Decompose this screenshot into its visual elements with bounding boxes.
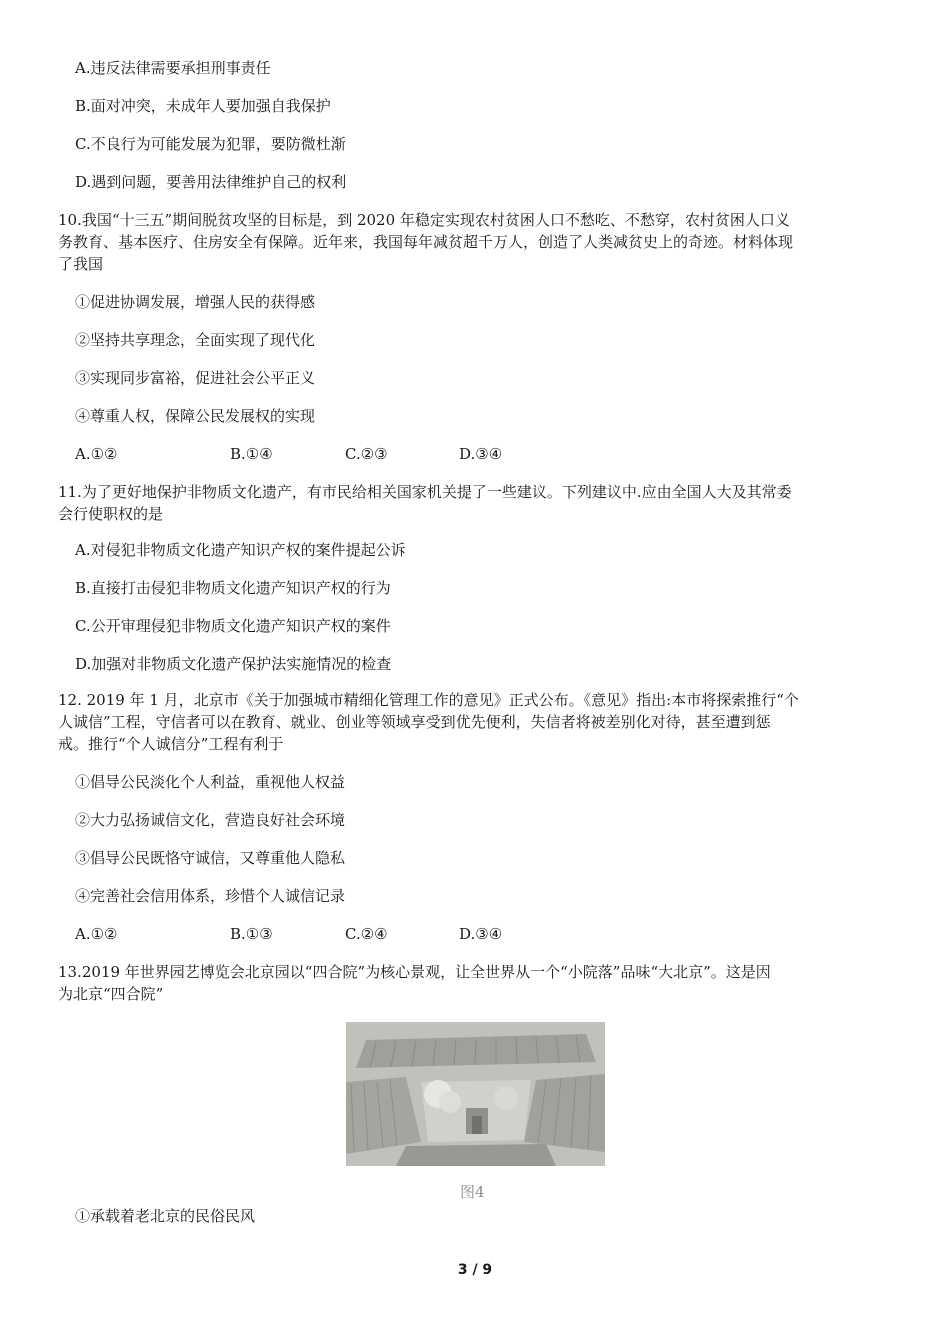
q11-option-c: C.公开审理侵犯非物质文化遗产知识产权的案件 (75, 617, 391, 635)
q12-stem-line-3: 戒。推行“个人诚信分”工程有利于 (58, 735, 284, 753)
q10-statement-1: ①促进协调发展，增强人民的获得感 (75, 293, 316, 311)
q12-choice-d: D.③④ (459, 925, 503, 943)
q10-statement-4: ④尊重人权，保障公民发展权的实现 (75, 407, 316, 425)
q10-stem-line-3: 了我国 (58, 255, 104, 273)
q11-stem-line-2: 会行使职权的是 (58, 505, 164, 523)
q12-stem-line-1: 12. 2019 年 1 月，北京市《关于加强城市精细化管理工作的意见》正式公布。《意见》指出:本市将探索推行“个 (58, 691, 799, 709)
q12-statement-3: ③倡导公民既恪守诚信，又尊重他人隐私 (75, 849, 346, 867)
q9-option-a: A.违反法律需要承担刑事责任 (75, 59, 271, 77)
q11-stem-line-1: 11.为了更好地保护非物质文化遗产，有市民给相关国家机关提了一些建议。下列建议中.应由全国人大及其常委 (58, 483, 792, 501)
q10-choice-d: D.③④ (459, 445, 503, 463)
q12-choice-b: B.①③ (230, 925, 273, 943)
q10-choice-a: A.①② (75, 445, 118, 463)
q11-option-a: A.对侵犯非物质文化遗产知识产权的案件提起公诉 (75, 541, 406, 559)
figure-caption: 图4 (460, 1183, 485, 1201)
q13-stem-line-2: 为北京“四合院” (58, 985, 164, 1003)
q9-option-b: B.面对冲突，未成年人要加强自我保护 (75, 97, 331, 115)
q11-option-d: D.加强对非物质文化遗产保护法实施情况的检查 (75, 655, 392, 673)
q9-option-d: D.遇到问题，要善用法律维护自己的权利 (75, 173, 347, 191)
q10-statement-3: ③实现同步富裕，促进社会公平正义 (75, 369, 316, 387)
siheyuan-photo (346, 1022, 605, 1166)
q10-statement-2: ②坚持共享理念，全面实现了现代化 (75, 331, 316, 349)
siheyuan-illustration (346, 1022, 605, 1166)
q12-statement-4: ④完善社会信用体系，珍惜个人诚信记录 (75, 887, 346, 905)
q9-option-c: C.不良行为可能发展为犯罪，要防微杜渐 (75, 135, 346, 153)
q12-stem-line-2: 人诚信”工程，守信者可以在教育、就业、创业等领域享受到优先便利，失信者将被差别化对待，甚至遭到惩 (58, 713, 771, 731)
q13-statement-1: ①承载着老北京的民俗民风 (75, 1207, 256, 1225)
q12-statement-1: ①倡导公民淡化个人利益，重视他人权益 (75, 773, 346, 791)
q10-stem-line-1: 10.我国“十三五”期间脱贫攻坚的目标是，到 2020 年稳定实现农村贫困人口不愁吃、不愁穿，农村贫困人口义 (58, 211, 790, 229)
q13-stem-line-1: 13.2019 年世界园艺博览会北京园以“四合院”为核心景观，让全世界从一个“小院落”品味“大北京”。这是因 (58, 963, 771, 981)
q12-choice-a: A.①② (75, 925, 118, 943)
q12-choice-c: C.②④ (345, 925, 388, 943)
q12-statement-2: ②大力弘扬诚信文化，营造良好社会环境 (75, 811, 346, 829)
page-number: 3 / 9 (457, 1262, 493, 1278)
q10-choice-c: C.②③ (345, 445, 388, 463)
q10-choice-b: B.①④ (230, 445, 273, 463)
q11-option-b: B.直接打击侵犯非物质文化遗产知识产权的行为 (75, 579, 391, 597)
q10-stem-line-2: 务教育、基本医疗、住房安全有保障。近年来，我国每年减贫超千万人，创造了人类减贫史上的奇迹。材料体现 (58, 233, 794, 251)
